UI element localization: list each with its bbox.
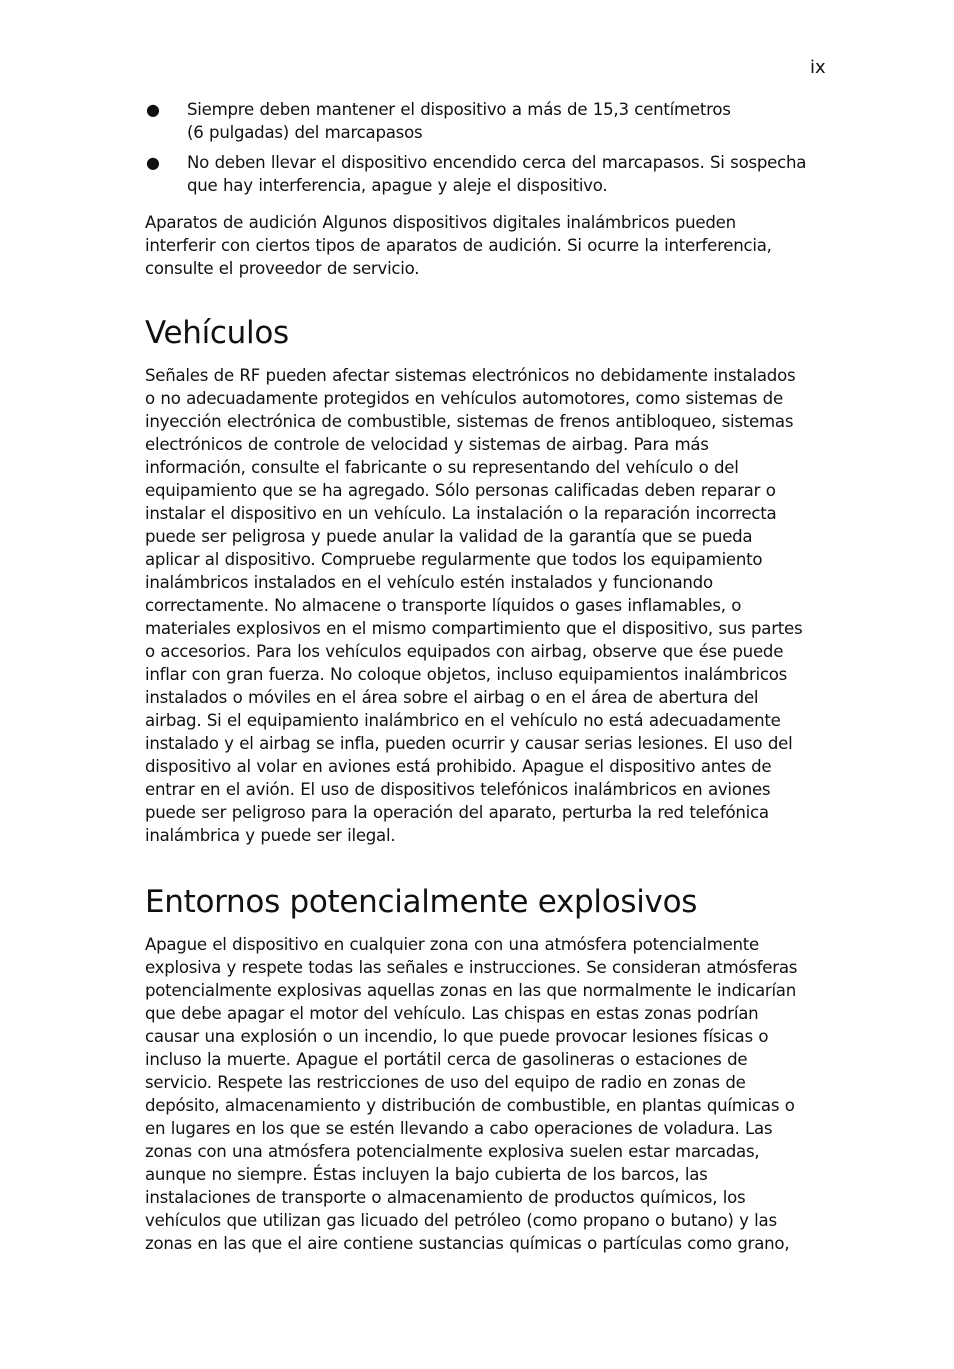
- paragraph-line: interferir con ciertos tipos de aparatos de audición. Si ocurre la interferencia,: [145, 236, 772, 255]
- paragraph-line: inalámbricos instalados en el vehículo estén instalados y funcionando: [145, 573, 713, 592]
- pacemaker-bullet-list: [145, 98, 835, 197]
- paragraph-line: correctamente. No almacene o transporte líquidos o gases inflamables, o: [145, 596, 742, 615]
- paragraph-line: puede ser peligrosa y puede anular la validad de la garantía que se pueda: [145, 527, 753, 546]
- bullet-icon: ●: [146, 153, 160, 172]
- paragraph-line: inflar con gran fuerza. No coloque objetos, incluso equipamientos inalámbricos: [145, 665, 788, 684]
- paragraph-line: equipamiento que se ha agregado. Sólo personas calificadas deben reparar o: [145, 481, 776, 500]
- paragraph-line: zonas en las que el aire contiene sustancias químicas o partículas como grano,: [145, 1234, 790, 1253]
- explosive-environments-heading: Entornos potencialmente explosivos: [145, 884, 698, 920]
- paragraph-line: inalámbrica y puede ser ilegal.: [145, 826, 396, 845]
- bullet-line: que hay interferencia, apague y aleje el dispositivo.: [187, 176, 608, 195]
- paragraph-line: en lugares en los que se estén llevando a cabo operaciones de voladura. Las: [145, 1119, 773, 1138]
- paragraph-line: vehículos que utilizan gas licuado del petróleo (como propano o butano) y las: [145, 1211, 777, 1230]
- paragraph-line: airbag. Si el equipamiento inalámbrico en el vehículo no está adecuadamente: [145, 711, 781, 730]
- list-item: [145, 98, 835, 144]
- paragraph-line: instalados o móviles en el área sobre el airbag o en el área de abertura del: [145, 688, 759, 707]
- bullet-icon: ●: [146, 100, 160, 119]
- vehicles-paragraph: [145, 364, 835, 847]
- paragraph-line: instalado y el airbag se infla, pueden ocurrir y causar serias lesiones. El uso del: [145, 734, 793, 753]
- page-number: ix: [810, 57, 826, 78]
- paragraph-line: entrar en el avión. El uso de dispositivos telefónicos inalámbricos en aviones: [145, 780, 771, 799]
- paragraph-line: potencialmente explosivas aquellas zonas en las que normalmente le indicarían: [145, 981, 796, 1000]
- paragraph-line: causar una explosión o un incendio, lo que puede provocar lesiones físicas o: [145, 1027, 769, 1046]
- bullet-line: No deben llevar el dispositivo encendido cerca del marcapasos. Si sospecha: [187, 153, 807, 172]
- paragraph-line: depósito, almacenamiento y distribución de combustible, en plantas químicas o: [145, 1096, 795, 1115]
- paragraph-line: que debe apagar el motor del vehículo. Las chispas en estas zonas podrían: [145, 1004, 759, 1023]
- paragraph-line: puede ser peligroso para la operación del aparato, perturba la red telefónica: [145, 803, 769, 822]
- hearing-aids-term: Aparatos de audición: [145, 213, 317, 232]
- explosive-environments-paragraph: [145, 933, 835, 1255]
- vehicles-heading: Vehículos: [145, 315, 289, 351]
- page-content: [145, 98, 835, 1272]
- paragraph-line: electrónicos de controle de velocidad y sistemas de airbag. Para más: [145, 435, 709, 454]
- paragraph-line: o no adecuadamente protegidos en vehículos automotores, como sistemas de: [145, 389, 783, 408]
- list-item: [145, 151, 835, 197]
- paragraph-line: zonas con una atmósfera potencialmente explosiva suelen estar marcadas,: [145, 1142, 760, 1161]
- paragraph-line: inyección electrónica de combustible, sistemas de frenos antibloqueo, sistemas: [145, 412, 794, 431]
- paragraph-line: aunque no siempre. Éstas incluyen la bajo cubierta de los barcos, las: [145, 1165, 708, 1184]
- paragraph-line: [145, 211, 835, 234]
- paragraph-line: instalaciones de transporte o almacenamiento de productos químicos, los: [145, 1188, 746, 1207]
- paragraph-line: materiales explosivos en el mismo compartimiento que el dispositivo, sus partes: [145, 619, 803, 638]
- paragraph-line: instalar el dispositivo en un vehículo. La instalación o la reparación incorrecta: [145, 504, 777, 523]
- paragraph-line: aplicar al dispositivo. Compruebe regularmente que todos los equipamiento: [145, 550, 763, 569]
- bullet-line: (6 pulgadas) del marcapasos: [187, 123, 423, 142]
- paragraph-line: información, consulte el fabricante o su representando del vehículo o del: [145, 458, 739, 477]
- paragraph-line: servicio. Respete las restricciones de uso del equipo de radio en zonas de: [145, 1073, 746, 1092]
- paragraph-line: Señales de RF pueden afectar sistemas electrónicos no debidamente instalados: [145, 366, 796, 385]
- paragraph-line: Apague el dispositivo en cualquier zona con una atmósfera potencialmente: [145, 935, 760, 954]
- bullet-line: Siempre deben mantener el dispositivo a más de 15,3 centímetros: [187, 100, 731, 119]
- paragraph-line: o accesorios. Para los vehículos equipados con airbag, observe que ése puede: [145, 642, 784, 661]
- paragraph-line: explosiva y respete todas las señales e instrucciones. Se consideran atmósferas: [145, 958, 798, 977]
- paragraph-text: Algunos dispositivos digitales inalámbricos pueden: [316, 213, 736, 232]
- paragraph-line: dispositivo al volar en aviones está prohibido. Apague el dispositivo antes de: [145, 757, 772, 776]
- hearing-aids-paragraph: [145, 211, 835, 280]
- paragraph-line: incluso la muerte. Apague el portátil cerca de gasolineras o estaciones de: [145, 1050, 748, 1069]
- paragraph-line: consulte el proveedor de servicio.: [145, 259, 420, 278]
